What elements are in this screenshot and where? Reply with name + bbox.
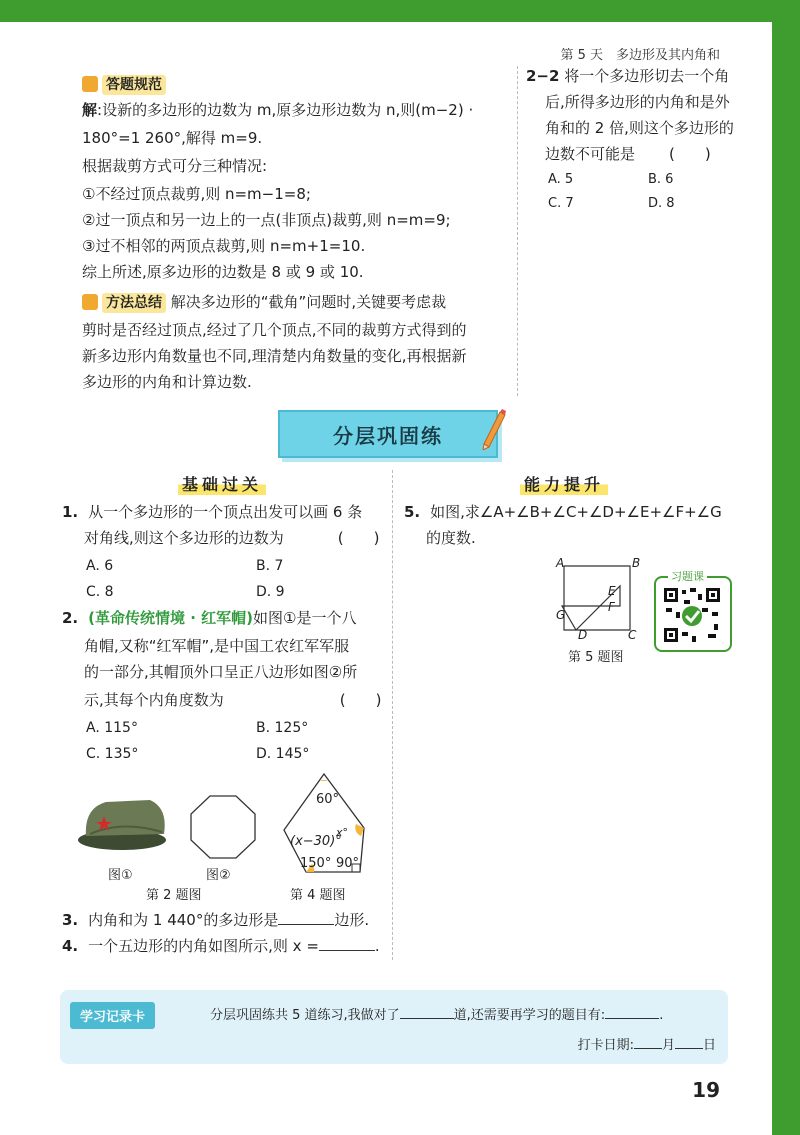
q2-2-line-4-text: 边数不可能是 bbox=[545, 145, 636, 163]
section-banner: 分层巩固练 bbox=[278, 410, 498, 458]
answer-line-5: ②过一顶点和另一边上的一点(非顶点)裁剪,则 n=m=9; bbox=[82, 211, 451, 229]
q5-line-1 bbox=[404, 498, 722, 526]
q1-line-2 bbox=[84, 524, 380, 552]
qr-code-icon bbox=[662, 586, 722, 644]
check-in-date bbox=[578, 1034, 716, 1053]
fig4-angle-x-minus-30: (x−30)° bbox=[290, 834, 342, 849]
fig4-angle-60: 60° bbox=[316, 792, 340, 807]
q2-option-b: B. 125° bbox=[256, 720, 309, 736]
q2-2-line-4 bbox=[545, 140, 711, 168]
fig2-caption: 图② bbox=[206, 868, 231, 883]
q2-2-answer-paren: ( ) bbox=[669, 145, 711, 163]
advanced-section-title: 能力提升 bbox=[520, 472, 608, 495]
answer-spec-tag-row bbox=[82, 70, 166, 98]
q2-2-line-1 bbox=[526, 62, 729, 90]
study-record-tag: 学习记录卡 bbox=[70, 1002, 155, 1029]
hand-icon bbox=[82, 294, 98, 310]
fig4-angle-150: 150° bbox=[300, 856, 332, 871]
q2-2-option-c: C. 7 bbox=[548, 196, 574, 211]
q1-option-b: B. 7 bbox=[256, 558, 284, 574]
q3-answer-blank bbox=[278, 910, 334, 925]
day-label: 日 bbox=[702, 1038, 716, 1053]
method-tag: 方法总结 bbox=[102, 293, 166, 313]
page-number: 19 bbox=[692, 1078, 720, 1102]
answer-line-7: 综上所述,原多边形的边数是 8 或 9 或 10. bbox=[82, 263, 364, 281]
fig5-label-d: D bbox=[578, 628, 588, 642]
q2-2-number: 2−2 bbox=[526, 67, 560, 85]
answer-line-4: ①不经过顶点裁剪,则 n=m−1=8; bbox=[82, 185, 311, 203]
answer-line-1 bbox=[82, 96, 473, 124]
column-divider-bottom bbox=[392, 470, 393, 960]
fig5-label-b: B bbox=[632, 556, 641, 570]
answer-line-1-text: :设新的多边形的边数为 m,原多边形边数为 n,则(m−2) · bbox=[97, 101, 474, 119]
q2-2-option-a: A. 5 bbox=[548, 172, 574, 187]
fig5-label-f: F bbox=[608, 600, 615, 614]
q2-line-1 bbox=[62, 604, 356, 632]
q1-option-c: C. 8 bbox=[86, 584, 114, 600]
q3-text-1: 内角和为 1 440°的多边形是 bbox=[88, 911, 279, 929]
q1-line-1-text: 从一个多边形的一个顶点出发可以画 6 条 bbox=[88, 503, 363, 521]
q1-line-1 bbox=[62, 498, 362, 526]
q1-line-2-text: 对角线,则这个多边形的边数为 bbox=[84, 529, 284, 547]
column-divider-top bbox=[517, 66, 518, 396]
q2-2-line-3: 角和的 2 倍,则这个多边形的 bbox=[545, 119, 734, 137]
qr-code-label: 习题课 bbox=[668, 568, 707, 584]
q1-option-d: D. 9 bbox=[256, 584, 285, 600]
q2-line-3: 的一部分,其帽顶外口呈正八边形如图②所 bbox=[84, 663, 358, 681]
q3-text-2: 边形. bbox=[334, 911, 370, 929]
q3-number: 3. bbox=[62, 911, 79, 929]
method-line-4: 多边形的内角和计算边数. bbox=[82, 373, 252, 391]
fig4-angle-90: 90° bbox=[336, 856, 360, 871]
fig1-caption: 图① bbox=[108, 868, 133, 883]
q2-option-d: D. 145° bbox=[256, 746, 310, 762]
fig5-label-a: A bbox=[556, 556, 565, 570]
q2-line-4 bbox=[84, 686, 382, 714]
q5-line-2: 的度数. bbox=[426, 529, 476, 547]
study-record-text bbox=[210, 1004, 663, 1023]
red-army-cap-image bbox=[76, 790, 172, 854]
q2-2-option-d: D. 8 bbox=[648, 196, 675, 211]
q2-figure-caption: 第 2 题图 bbox=[146, 888, 202, 903]
fig5-label-g: G bbox=[556, 608, 566, 622]
q2-option-a: A. 115° bbox=[86, 720, 138, 736]
q3-line bbox=[62, 906, 369, 934]
fig4-angle-x: x° bbox=[336, 826, 349, 839]
footer-text-1: 分层巩固练共 5 道练习,我做对了 bbox=[210, 1008, 400, 1023]
answer-line-6: ③过不相邻的两顶点裁剪,则 n=m+1=10. bbox=[82, 237, 366, 255]
q1-option-a: A. 6 bbox=[86, 558, 114, 574]
fig5-label-e: E bbox=[608, 584, 616, 598]
solution-label: 解 bbox=[82, 101, 98, 119]
method-line-1-text: 解决多边形的“截角”问题时,关键要考虑裁 bbox=[170, 293, 447, 311]
q2-answer-paren: ( ) bbox=[339, 691, 382, 709]
footer-text-3: . bbox=[659, 1008, 664, 1023]
answer-spec-tag: 答题规范 bbox=[102, 75, 166, 95]
q5-figure-caption: 第 5 题图 bbox=[568, 650, 624, 665]
method-line-2: 剪时是否经过顶点,经过了几个顶点,不同的裁剪方式得到的 bbox=[82, 321, 467, 339]
q5-line-1-text: 如图,求∠A+∠B+∠C+∠D+∠E+∠F+∠G bbox=[430, 503, 722, 521]
answer-line-3: 根据裁剪方式可分三种情况: bbox=[82, 157, 268, 175]
fig5-label-c: C bbox=[628, 628, 637, 642]
q2-line-1-text: 如图①是一个八 bbox=[253, 609, 357, 627]
review-items-blank[interactable] bbox=[605, 1004, 659, 1019]
study-record-card bbox=[60, 990, 728, 1064]
method-line-1 bbox=[82, 288, 446, 316]
q2-line-4-text: 示,其每个内角度数为 bbox=[84, 691, 224, 709]
q2-option-c: C. 135° bbox=[86, 746, 139, 762]
q4-number: 4. bbox=[62, 937, 79, 955]
q2-number: 2. bbox=[62, 609, 79, 627]
footer-text-2: 道,还需要再学习的题目有: bbox=[453, 1008, 606, 1023]
q2-2-line-2: 后,所得多边形的内角和是外 bbox=[545, 93, 730, 111]
qr-code-box[interactable] bbox=[654, 570, 732, 652]
green-right-border bbox=[772, 0, 800, 1135]
q4-figure-caption: 第 4 题图 bbox=[290, 888, 346, 903]
correct-count-blank[interactable] bbox=[400, 1004, 454, 1019]
month-blank[interactable] bbox=[634, 1034, 662, 1049]
method-line-3: 新多边形内角数量也不同,理清楚内角数量的变化,再根据新 bbox=[82, 347, 467, 365]
q2-context-tag: (革命传统情境 · 红军帽) bbox=[88, 609, 253, 627]
month-label: 月 bbox=[661, 1038, 675, 1053]
q4-text-2: . bbox=[374, 937, 380, 955]
green-top-border bbox=[0, 0, 800, 22]
regular-octagon-figure bbox=[188, 794, 258, 860]
page-header: 第 5 天 多边形及其内角和 bbox=[560, 48, 720, 63]
q2-line-2: 角帽,又称“红军帽”,是中国工农红军军服 bbox=[84, 637, 350, 655]
answer-line-2: 180°=1 260°,解得 m=9. bbox=[82, 129, 263, 147]
day-blank[interactable] bbox=[675, 1034, 703, 1049]
pencil-icon bbox=[478, 408, 506, 450]
clipboard-icon bbox=[82, 76, 98, 92]
q5-number: 5. bbox=[404, 503, 421, 521]
q4-text-1: 一个五边形的内角如图所示,则 x = bbox=[88, 937, 319, 955]
date-label: 打卡日期: bbox=[577, 1038, 634, 1053]
q2-2-line-1-text: 将一个多边形切去一个角 bbox=[564, 67, 730, 85]
basic-section-title: 基础过关 bbox=[178, 472, 266, 495]
q1-number: 1. bbox=[62, 503, 79, 521]
q4-line bbox=[62, 932, 380, 960]
q4-answer-blank bbox=[319, 936, 375, 951]
q1-answer-paren: ( ) bbox=[337, 529, 380, 547]
q2-2-option-b: B. 6 bbox=[648, 172, 674, 187]
